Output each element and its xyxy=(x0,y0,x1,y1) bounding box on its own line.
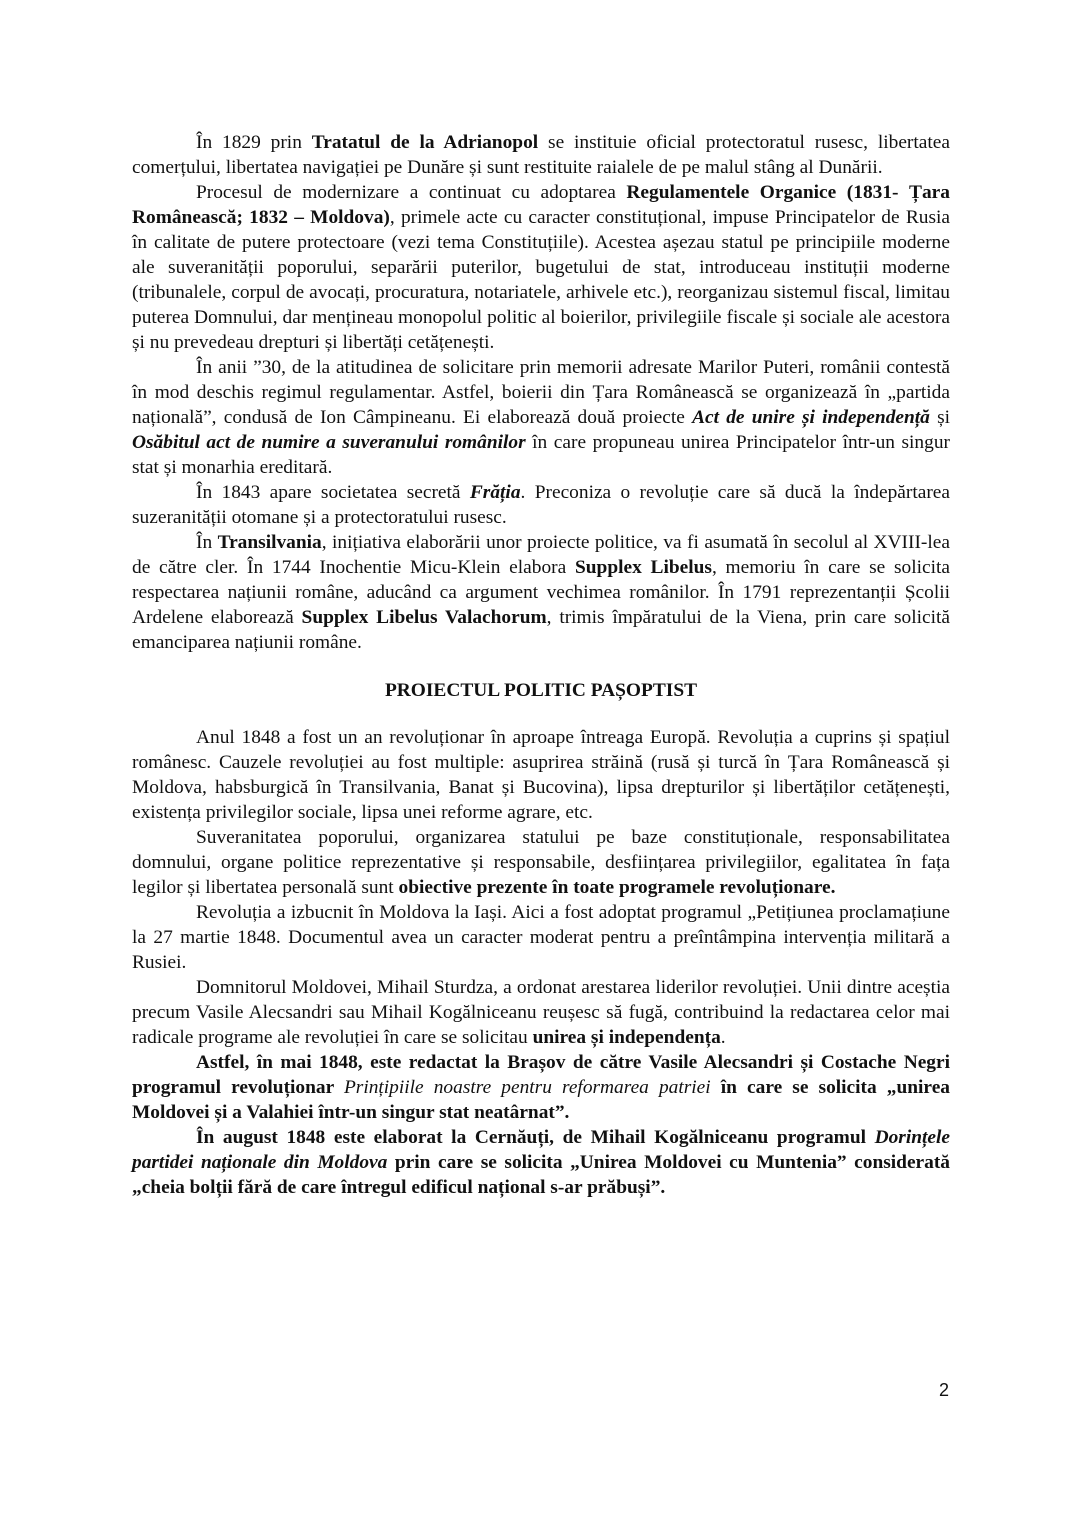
text-run: Revoluția a izbucnit în Moldova la Iași. Aici a fost adoptat programul „Petițiunea proclamațiune la 27 martie 1848. Documentul avea un caracter moderat pentru a preîntâmpina intervenția militară a Rusiei. xyxy=(132,902,950,973)
emphasized-text: Osăbitul act de numire a suveranului românilor xyxy=(132,432,526,453)
emphasized-text: Act de unire și independență xyxy=(692,407,930,428)
text-run: Suveranitatea poporului, organizarea statului pe baze constituționale, responsabilitatea domnului, organe politice reprezentative și responsabile, desființarea privilegiilor, egalitatea în fața legilor și libertatea personală sunt xyxy=(132,827,950,898)
emphasized-text: Tratatul de la Adrianopol xyxy=(311,132,539,153)
emphasized-text: Astfel, în mai 1848, este redactat la Brașov de către Vasile Alecsandri și Costache Negri programul revoluționar xyxy=(132,1052,950,1098)
text-run: În xyxy=(196,532,218,553)
paragraph xyxy=(132,1125,950,1200)
paragraph xyxy=(132,825,950,900)
emphasized-text: prin care se solicita „Unirea Moldovei cu Muntenia” considerată „cheia bolții fără de care întregul edificul național s-ar prăbuși”. xyxy=(132,1152,951,1198)
document-page xyxy=(132,130,950,1200)
emphasized-text: în care se solicita „unirea Moldovei și a Valahiei într-un singur stat neatârnat”. xyxy=(132,1077,950,1123)
paragraph xyxy=(132,975,950,1050)
emphasized-text: În august 1848 este elaborat la Cernăuți, de Mihail Kogălniceanu programul xyxy=(196,1127,875,1148)
text-run: , primele acte cu caracter constituțional, impuse Principatelor de Rusia în calitate de putere protectoare (vezi tema Constituțiile). Acestea așezau statul pe principiile moderne ale suveranității poporului, separării puterilor, bugetului de stat, introduceau instituții moderne (tribunalele, corpul de avocați, procuratura, notariatele, arhivele etc.), reorganizau sistemul fiscal, limitau puterea Domnului, dar mențineau monopolul politic al boierilor, privilegiile fiscale și sociale ale acestora și nu prevedeau drepturi și libertăți cetățenești. xyxy=(132,207,950,353)
text-run: se instituie oficial protectoratul rusesc, libertatea comerțului, libertatea navigației pe Dunăre și sunt restituite raialele de pe malul stâng al Dunării. xyxy=(132,132,950,178)
text-run: Anul 1848 a fost un an revoluționar în aproape întreaga Europă. Revoluția a cuprins și spațiul românesc. Cauzele revoluției au fost multiple: asuprirea străină (rusă și turcă în Țara Românească și Moldova, habsburgică în Transilvania, Banat și Bucovina), lipsa drepturilor și libertăților cetățenești, existența privilegilor sociale, lipsa unei reforme agrare, etc. xyxy=(132,727,950,823)
emphasized-text: Prințipiile noastre pentru reformarea patriei xyxy=(343,1077,711,1098)
text-run: , inițiativa elaborării unor proiecte politice, va fi asumată în secolul al XVIII-lea de către cler. În 1744 Inochentie Micu-Klein elabora xyxy=(132,532,950,578)
text-run: în care propuneau unirea Principatelor într-un singur stat și monarhia ereditară. xyxy=(132,432,950,478)
emphasized-text: obiective prezente în toate programele revoluționare. xyxy=(398,877,836,898)
paragraph xyxy=(132,900,950,975)
emphasized-text: Transilvania xyxy=(217,532,322,553)
emphasized-text: Regulamentele Organice (1831- Țara Românească; 1832 – Moldova) xyxy=(132,182,950,228)
paragraph xyxy=(132,1050,950,1125)
text-run: . xyxy=(720,1027,726,1048)
section-regulamentar-period xyxy=(132,130,950,655)
emphasized-text: Dorințele partidei naționale din Moldova xyxy=(132,1127,950,1173)
section-heading: PROIECTUL POLITIC PAȘOPTIST xyxy=(384,680,698,701)
text-run: Domnitorul Moldovei, Mihail Sturdza, a ordonat arestarea liderilor revoluției. Unii dintre aceștia precum Vasile Alecsandri sau Mihail Kogălniceanu reușesc să fugă, contribuind la redactarea celor mai radicale programe ale revoluției în care se solicitau xyxy=(132,977,950,1048)
paragraph xyxy=(132,725,950,825)
emphasized-text: Supplex Libelus xyxy=(574,557,712,578)
paragraph xyxy=(132,480,950,530)
text-run: În anii ”30, de la atitudinea de solicitare prin memorii adresate Marilor Puteri, românii contestă în mod deschis regimul regulamentar. Astfel, boierii din Țara Românească se organizează în „partida națională”, condusă de Ion Câmpineanu. Ei elaborează două proiecte xyxy=(132,357,950,428)
text-run: Procesul de modernizare a continuat cu adoptarea xyxy=(196,182,627,203)
section-pasoptist-project xyxy=(132,725,950,1200)
text-run: , memoriu în care se solicita respectarea națiunii române, aducând ca argument vechimea românilor. În 1791 reprezentanții Școlii Ardelene elaborează xyxy=(132,557,951,628)
paragraph xyxy=(132,180,950,355)
text-run: În 1829 prin xyxy=(196,132,312,153)
paragraph xyxy=(132,530,950,655)
paragraph xyxy=(132,130,950,180)
emphasized-text: unirea și independența xyxy=(532,1027,721,1048)
text-run: . Preconiza o revoluție care să ducă la îndepărtarea suzeranității otomane și a protectoratului rusesc. xyxy=(132,482,950,528)
text-run: și xyxy=(929,407,951,428)
emphasized-text: Frăția xyxy=(469,482,521,503)
paragraph xyxy=(132,355,950,480)
text-run: , trimis împăratului de la Viena, prin care solicită emanciparea națiunii române. xyxy=(132,607,950,653)
emphasized-text: Supplex Libelus Valachorum xyxy=(301,607,547,628)
text-run: În 1843 apare societatea secretă xyxy=(196,482,470,503)
page-number: 2 xyxy=(939,1380,950,1400)
